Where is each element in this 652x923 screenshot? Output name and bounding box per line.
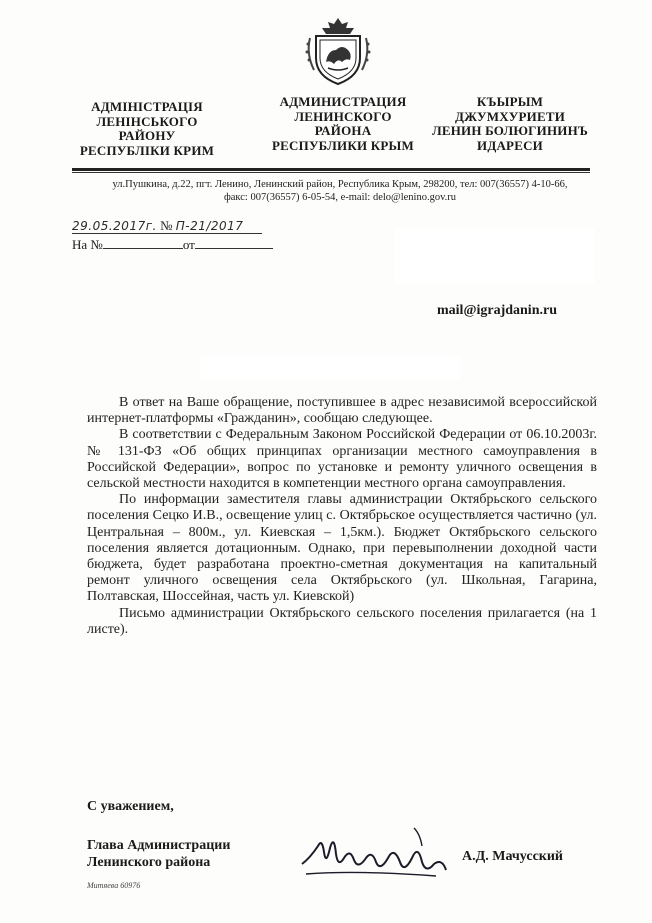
reference-from-label: от (182, 237, 195, 252)
reference-no-label: На № (72, 237, 103, 252)
header-russian (258, 95, 428, 153)
reference-date-blank (195, 237, 273, 249)
header-crh-line: КЪЫРЫМ (476, 94, 544, 109)
header-ua-line: ЛЕНІНСЬКОГО (96, 113, 198, 129)
header-ru-line: ЛЕНИНСКОГО (294, 108, 392, 124)
body-paragraph: Письмо администрации Октябрьского сельского поселения прилагается (на 1 листе). (87, 605, 597, 637)
header-divider-thick (72, 168, 590, 171)
contact-fax-email-line: факс: 007(36557) 6-05-54, e-mail: delo@lenino.gov.ru (223, 192, 457, 203)
header-crh-line: ДЖУМХУРИЕТИ (454, 108, 566, 124)
body-paragraph: По информации заместителя главы администрации Октябрьского сельского поселения Сецко И.В., освещение улиц с. Октябрьское осуществляется частично (ул. Центральная – 800м., ул. Киевская – 1,5км.). Бюджет Октябрьского сельского поселения является дотационным. Однако, при перевыполнении доходной части бюджета, будет разработана проектно-сметная документация на капитальный ремонт уличного освещения села Октябрьского (ул. Школьная, Гагарина, Полтавская, Шоссейная, часть ул. Киевской) (87, 492, 597, 605)
header-ua-line: РЕСПУБЛІКИ КРИМ (79, 142, 215, 158)
recipient-email: mail@igrajdanin.ru (437, 303, 557, 318)
handwritten-signature (296, 818, 456, 888)
contact-info (80, 178, 600, 204)
registration-outgoing (72, 218, 243, 234)
redacted-addressee (395, 228, 595, 284)
header-ru-line: РАЙОНА (314, 123, 372, 138)
registration-underline (72, 233, 262, 234)
signature-position: Ленинского района (87, 855, 211, 870)
contact-address-line: ул.Пушкина, д.22, пгт. Ленино, Ленинский район, Республика Крым, 298200, тел: 007(36557) 4-10-66, (112, 179, 568, 190)
registration-reference (72, 237, 273, 253)
header-ru-line: АДМИНИСТРАЦИЯ (279, 94, 407, 109)
header-crh-line: ЛЕНИН БОЛЮГИНИНЪ (431, 123, 589, 138)
reference-no-blank (103, 237, 183, 249)
registration-date: 29.05.2017г. (72, 219, 157, 233)
registration-number: П-21/2017 (175, 219, 244, 233)
letter-body (87, 395, 597, 638)
signature-greeting: С уважением, (87, 799, 174, 814)
redacted-salutation (200, 355, 460, 379)
header-ua-line: РАЙОНУ (118, 128, 176, 143)
executor-note: Митяева 60976 (87, 881, 141, 890)
signature-position: Глава Администрации (87, 838, 231, 853)
body-paragraph: В ответ на Ваше обращение, поступившее в адрес независимой всероссийской интернет-платформы «Гражданин», сообщаю следующее. (87, 395, 597, 427)
header-ua-line: АДМІНІСТРАЦІЯ (91, 99, 203, 114)
registration-no-label: № (160, 218, 173, 233)
header-ru-line: РЕСПУБЛИКИ КРЫМ (272, 137, 414, 153)
header-divider-thin (72, 172, 590, 173)
header-crimean-tatar (430, 95, 590, 153)
signatory-name: А.Д. Мачусский (462, 849, 563, 864)
header-ukrainian (72, 100, 222, 158)
body-paragraph: В соответствии с Федеральным Законом Российской Федерации от 06.10.2003г. № 131-ФЗ «Об общих принципах организации местного самоуправления в Российской Федерации», вопрос по установке и ремонту уличного освещения в сельской местности находится в компетенции местного органа самоуправления. (87, 427, 597, 492)
coat-of-arms-emblem (302, 14, 374, 86)
header-crh-line: ИДАРЕСИ (477, 137, 543, 153)
